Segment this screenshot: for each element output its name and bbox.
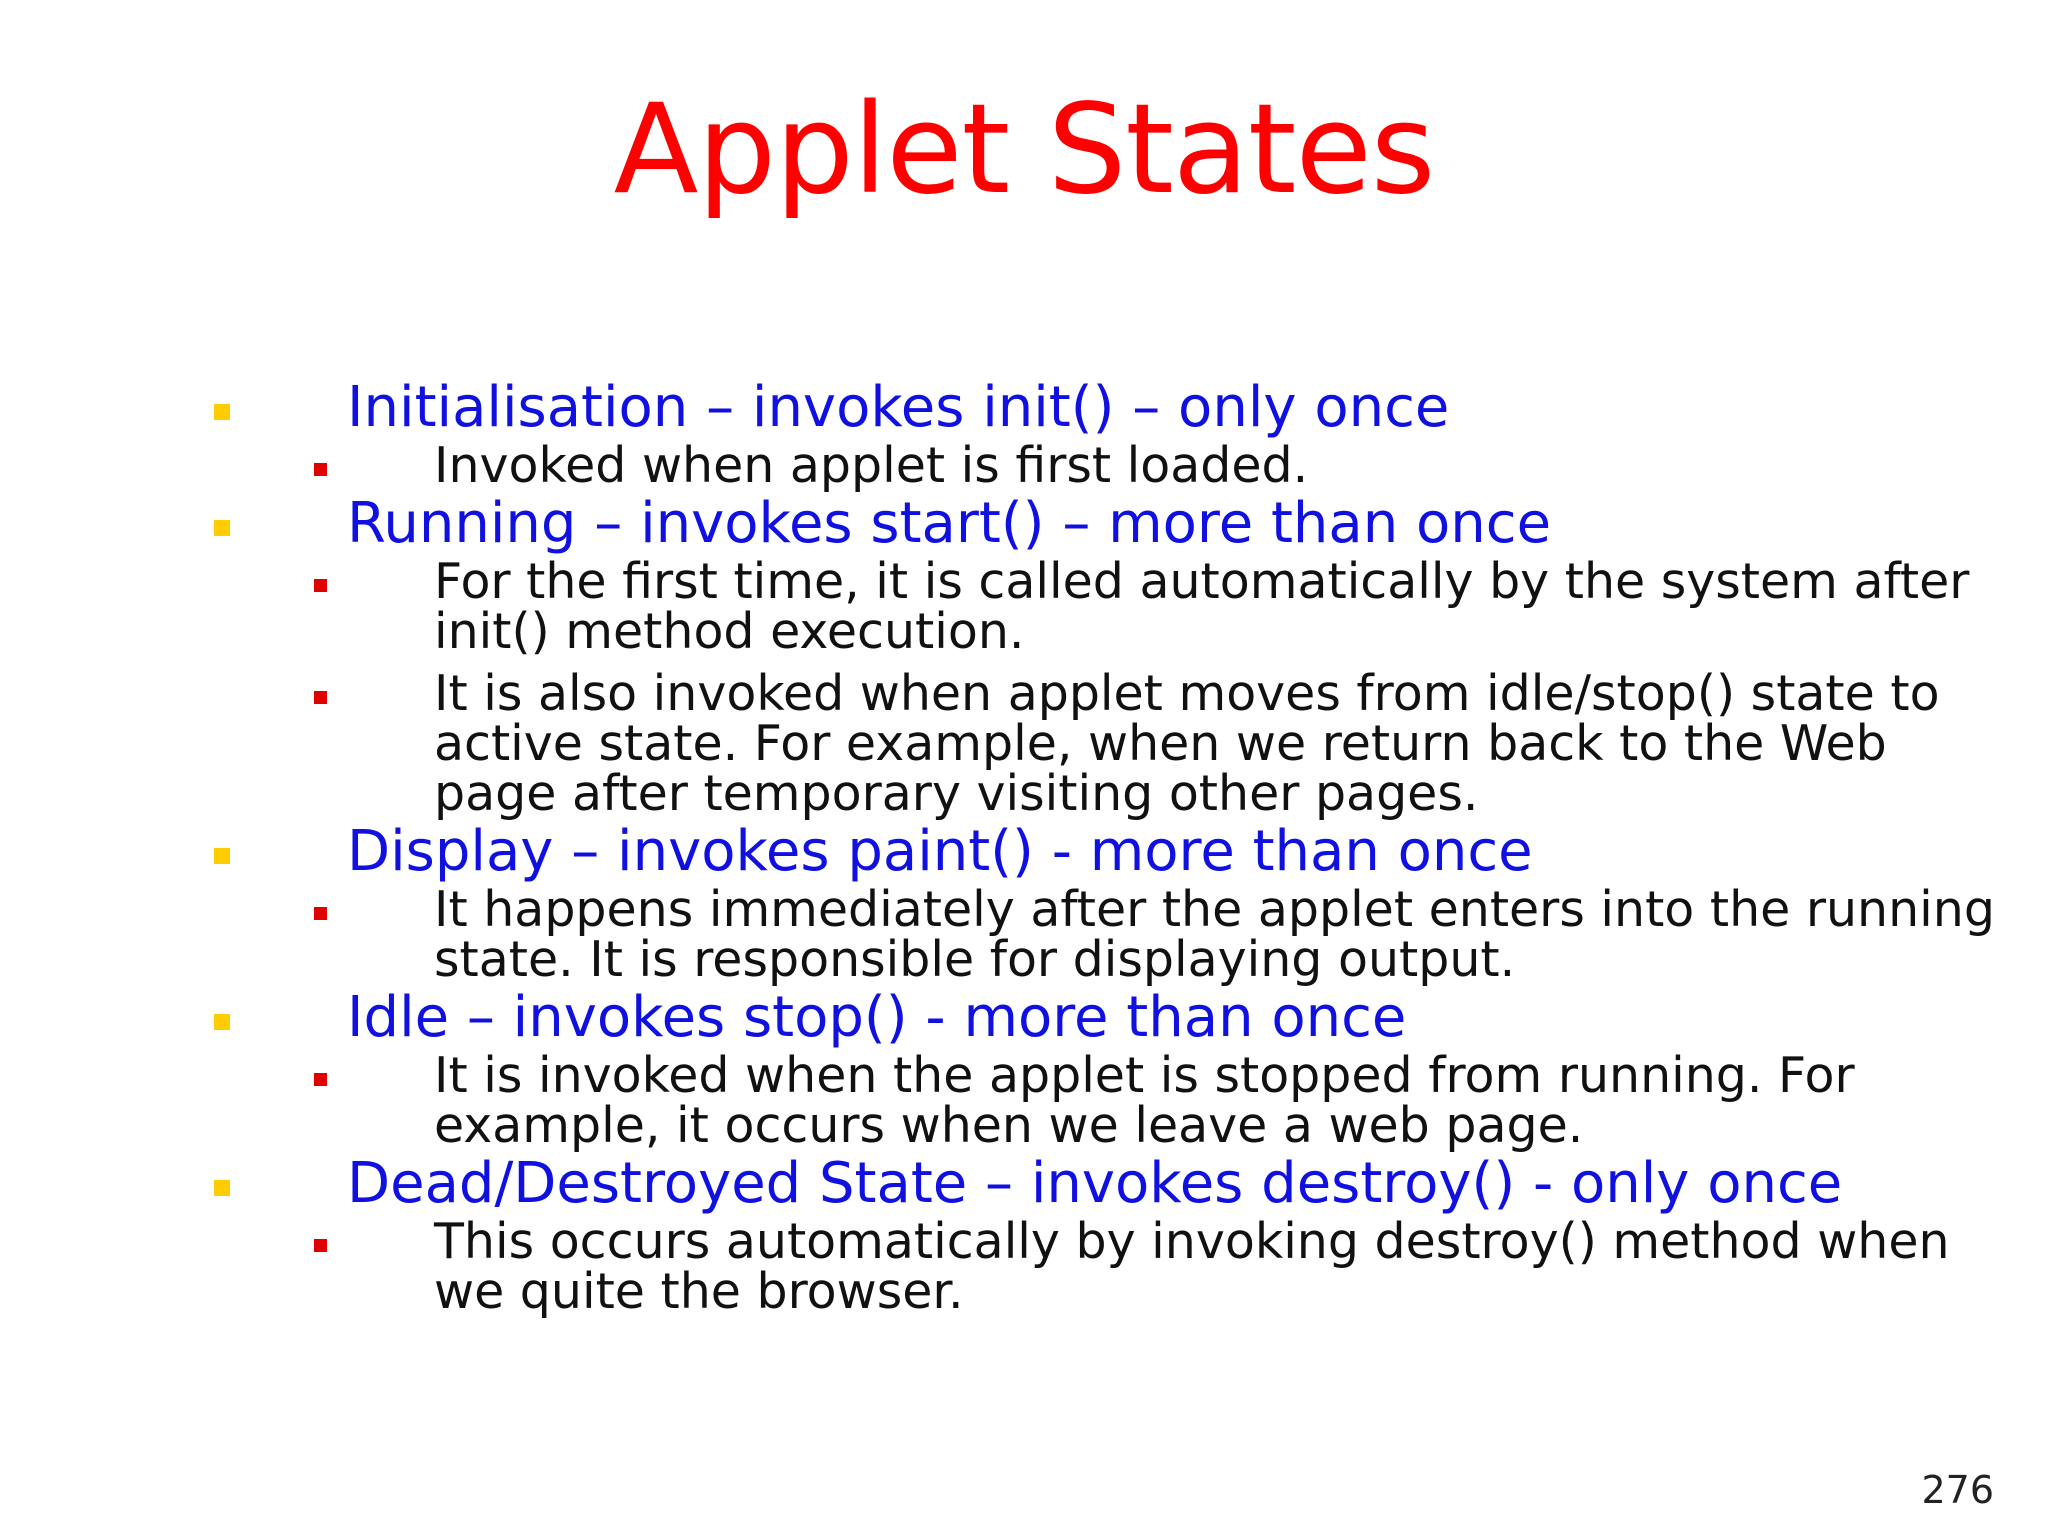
state-point-text: This occurs automatically by invoking destroy() method when we quite the browser. — [434, 1213, 1950, 1320]
state-heading — [0, 491, 2048, 557]
red-square-bullet-icon — [314, 691, 327, 704]
red-square-bullet-icon — [314, 1073, 327, 1086]
state-heading-text: Initialisation – invokes init() – only once — [347, 375, 1450, 440]
state-point — [0, 1047, 2048, 1154]
slide-title: Applet States — [613, 78, 1435, 222]
state-heading — [0, 1151, 2048, 1217]
page-number: 276 — [1921, 1468, 1994, 1512]
state-point — [0, 665, 2048, 822]
state-point — [0, 553, 2048, 660]
yellow-square-bullet-icon — [214, 1180, 230, 1196]
yellow-square-bullet-icon — [214, 848, 230, 864]
state-point-text: It happens immediately after the applet enters into the running state. It is responsible for displaying output. — [434, 881, 1995, 988]
state-heading-text: Dead/Destroyed State – invokes destroy() - only once — [347, 1151, 1843, 1216]
red-square-bullet-icon — [314, 1239, 327, 1252]
state-point-text: It is invoked when the applet is stopped from running. For example, it occurs when we leave a web page. — [434, 1047, 1855, 1154]
yellow-square-bullet-icon — [214, 404, 230, 420]
state-point — [0, 1213, 2048, 1320]
state-heading — [0, 819, 2048, 885]
state-point-text: It is also invoked when applet moves from idle/stop() state to active state. For example, when we return back to the Web page after temporary visiting other pages. — [434, 665, 1940, 822]
state-point-text: For the first time, it is called automatically by the system after init() method execution. — [434, 553, 1970, 660]
red-square-bullet-icon — [314, 463, 327, 476]
state-point — [0, 437, 2048, 494]
state-point — [0, 881, 2048, 988]
state-heading-text: Running – invokes start() – more than once — [347, 491, 1552, 556]
state-heading — [0, 375, 2048, 441]
bullet-list — [0, 375, 2048, 1320]
state-point-text: Invoked when applet is first loaded. — [434, 437, 1309, 494]
yellow-square-bullet-icon — [214, 1014, 230, 1030]
state-heading-text: Display – invokes paint() - more than once — [347, 819, 1533, 884]
state-heading — [0, 985, 2048, 1051]
state-heading-text: Idle – invokes stop() - more than once — [347, 985, 1407, 1050]
red-square-bullet-icon — [314, 907, 327, 920]
red-square-bullet-icon — [314, 579, 327, 592]
yellow-square-bullet-icon — [214, 520, 230, 536]
